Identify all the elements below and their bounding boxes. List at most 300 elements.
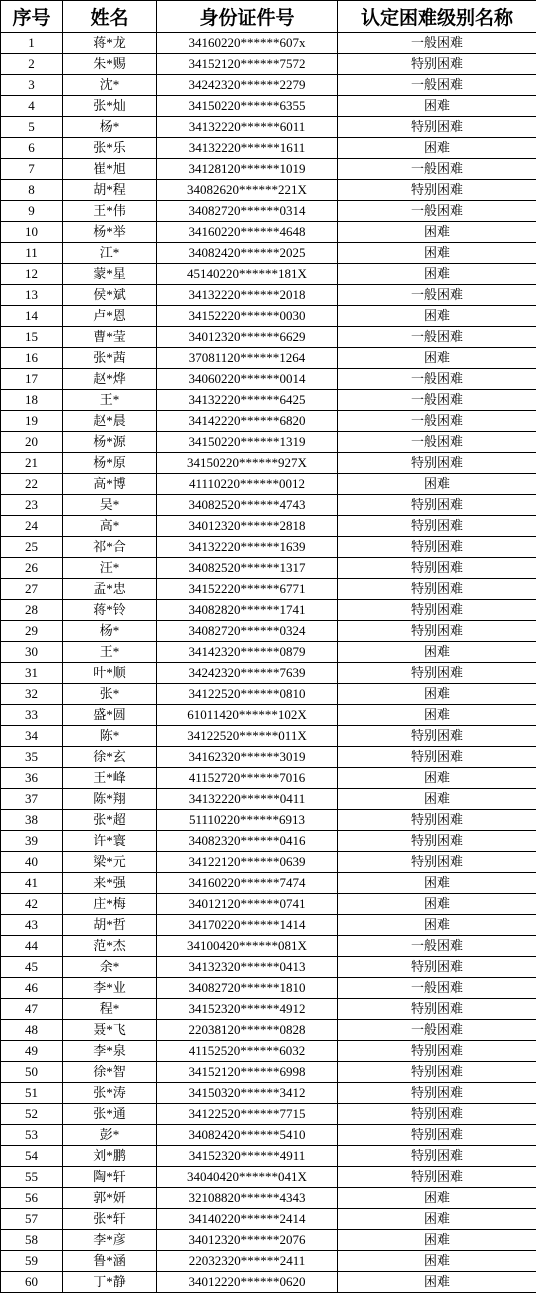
name-cell: 杨*举: [63, 222, 157, 243]
difficulty-level-cell: 特别困难: [338, 453, 536, 474]
serial-number-cell: 46: [1, 978, 63, 999]
serial-number-cell: 29: [1, 621, 63, 642]
name-cell: 张*超: [63, 810, 157, 831]
difficulty-level-cell: 特别困难: [338, 999, 536, 1020]
difficulty-level-cell: 特别困难: [338, 1062, 536, 1083]
serial-number-cell: 2: [1, 54, 63, 75]
id-number-cell: 22038120******0828: [157, 1020, 338, 1041]
name-cell: 盛*圆: [63, 705, 157, 726]
difficulty-level-cell: 困难: [338, 474, 536, 495]
table-row: [1, 1167, 536, 1188]
id-number-cell: 34142320******0879: [157, 642, 338, 663]
difficulty-level-cell: 困难: [338, 138, 536, 159]
table-row: [1, 411, 536, 432]
table-row: [1, 810, 536, 831]
serial-number-cell: 60: [1, 1272, 63, 1293]
table-row: [1, 432, 536, 453]
name-cell: 高*: [63, 516, 157, 537]
id-number-cell: 34082420******2025: [157, 243, 338, 264]
name-cell: 杨*源: [63, 432, 157, 453]
difficulty-level-cell: 困难: [338, 1251, 536, 1272]
serial-number-cell: 27: [1, 579, 63, 600]
table-row: [1, 33, 536, 54]
name-cell: 高*博: [63, 474, 157, 495]
difficulty-level-cell: 一般困难: [338, 201, 536, 222]
difficulty-level-cell: 特别困难: [338, 810, 536, 831]
difficulty-level-cell: 特别困难: [338, 852, 536, 873]
difficulty-level-cell: 特别困难: [338, 831, 536, 852]
id-number-cell: 34160220******4648: [157, 222, 338, 243]
difficulty-level-cell: 特别困难: [338, 957, 536, 978]
serial-number-cell: 6: [1, 138, 63, 159]
difficulty-level-cell: 特别困难: [338, 495, 536, 516]
table-row: [1, 1146, 536, 1167]
id-number-cell: 37081120******1264: [157, 348, 338, 369]
id-number-cell: 34152220******0030: [157, 306, 338, 327]
difficulty-level-cell: 特别困难: [338, 1146, 536, 1167]
id-number-cell: 34128120******1019: [157, 159, 338, 180]
name-cell: 蒋*铃: [63, 600, 157, 621]
serial-number-cell: 49: [1, 1041, 63, 1062]
table-row: [1, 285, 536, 306]
difficulty-level-cell: 困难: [338, 894, 536, 915]
difficulty-level-cell: 困难: [338, 243, 536, 264]
id-number-cell: 34082520******4743: [157, 495, 338, 516]
table-row: [1, 873, 536, 894]
serial-number-cell: 51: [1, 1083, 63, 1104]
serial-number-cell: 47: [1, 999, 63, 1020]
name-cell: 张*通: [63, 1104, 157, 1125]
header-name: 姓名: [63, 1, 157, 33]
table-row: [1, 768, 536, 789]
id-number-cell: 34012120******0741: [157, 894, 338, 915]
id-number-cell: 34160220******7474: [157, 873, 338, 894]
id-number-cell: 34100420******081X: [157, 936, 338, 957]
table-row: [1, 1083, 536, 1104]
table-row: [1, 936, 536, 957]
table-row: [1, 1125, 536, 1146]
serial-number-cell: 39: [1, 831, 63, 852]
difficulty-level-cell: 困难: [338, 1188, 536, 1209]
table-body: [1, 33, 536, 1293]
table-row: [1, 978, 536, 999]
serial-number-cell: 35: [1, 747, 63, 768]
id-number-cell: 34122520******7715: [157, 1104, 338, 1125]
table-row: [1, 894, 536, 915]
table-row: [1, 999, 536, 1020]
table-row: [1, 348, 536, 369]
difficulty-level-cell: 困难: [338, 96, 536, 117]
id-number-cell: 34132320******0413: [157, 957, 338, 978]
id-number-cell: 34132220******1639: [157, 537, 338, 558]
id-number-cell: 51110220******6913: [157, 810, 338, 831]
table-row: [1, 663, 536, 684]
serial-number-cell: 53: [1, 1125, 63, 1146]
difficulty-level-cell: 特别困难: [338, 1167, 536, 1188]
name-cell: 刘*鹏: [63, 1146, 157, 1167]
id-number-cell: 34132220******6011: [157, 117, 338, 138]
table-row: [1, 327, 536, 348]
table-row: [1, 621, 536, 642]
serial-number-cell: 15: [1, 327, 63, 348]
name-cell: 徐*玄: [63, 747, 157, 768]
table-row: [1, 1041, 536, 1062]
name-cell: 吴*: [63, 495, 157, 516]
difficulty-level-cell: 特别困难: [338, 558, 536, 579]
id-number-cell: 34082620******221X: [157, 180, 338, 201]
id-number-cell: 34122520******0810: [157, 684, 338, 705]
table-row: [1, 537, 536, 558]
difficulty-level-cell: 特别困难: [338, 1083, 536, 1104]
difficulty-level-cell: 特别困难: [338, 537, 536, 558]
id-number-cell: 41152520******6032: [157, 1041, 338, 1062]
table-row: [1, 1272, 536, 1293]
id-number-cell: 34142220******6820: [157, 411, 338, 432]
name-cell: 陈*翔: [63, 789, 157, 810]
name-cell: 汪*: [63, 558, 157, 579]
table-row: [1, 96, 536, 117]
serial-number-cell: 22: [1, 474, 63, 495]
id-number-cell: 34082720******1810: [157, 978, 338, 999]
id-number-cell: 34082720******0324: [157, 621, 338, 642]
table-row: [1, 306, 536, 327]
table-row: [1, 726, 536, 747]
table-row: [1, 516, 536, 537]
difficulty-level-cell: 困难: [338, 705, 536, 726]
table-row: [1, 684, 536, 705]
table-row: [1, 957, 536, 978]
difficulty-level-cell: 特别困难: [338, 663, 536, 684]
name-cell: 李*泉: [63, 1041, 157, 1062]
id-number-cell: 34150220******1319: [157, 432, 338, 453]
difficulty-level-cell: 困难: [338, 306, 536, 327]
difficulty-level-cell: 一般困难: [338, 75, 536, 96]
header-id-number: 身份证件号: [157, 1, 338, 33]
difficulty-level-cell: 困难: [338, 222, 536, 243]
id-number-cell: 32108820******4343: [157, 1188, 338, 1209]
serial-number-cell: 25: [1, 537, 63, 558]
name-cell: 江*: [63, 243, 157, 264]
id-number-cell: 34012320******6629: [157, 327, 338, 348]
serial-number-cell: 44: [1, 936, 63, 957]
difficulty-level-cell: 困难: [338, 1209, 536, 1230]
serial-number-cell: 41: [1, 873, 63, 894]
difficulty-level-cell: 困难: [338, 348, 536, 369]
difficulty-level-cell: 一般困难: [338, 285, 536, 306]
difficulty-level-cell: 特别困难: [338, 579, 536, 600]
serial-number-cell: 43: [1, 915, 63, 936]
serial-number-cell: 32: [1, 684, 63, 705]
serial-number-cell: 54: [1, 1146, 63, 1167]
name-cell: 范*杰: [63, 936, 157, 957]
table-row: [1, 1020, 536, 1041]
serial-number-cell: 1: [1, 33, 63, 54]
table-row: [1, 831, 536, 852]
name-cell: 赵*晨: [63, 411, 157, 432]
serial-number-cell: 48: [1, 1020, 63, 1041]
serial-number-cell: 17: [1, 369, 63, 390]
name-cell: 曹*莹: [63, 327, 157, 348]
table-row: [1, 453, 536, 474]
serial-number-cell: 14: [1, 306, 63, 327]
table-row: [1, 201, 536, 222]
difficulty-level-cell: 一般困难: [338, 1020, 536, 1041]
id-number-cell: 34162320******3019: [157, 747, 338, 768]
difficulty-level-cell: 特别困难: [338, 54, 536, 75]
id-number-cell: 22032320******2411: [157, 1251, 338, 1272]
difficulty-level-cell: 一般困难: [338, 33, 536, 54]
name-cell: 张*灿: [63, 96, 157, 117]
id-number-cell: 34012320******2818: [157, 516, 338, 537]
difficulty-level-cell: 特别困难: [338, 180, 536, 201]
table-row: [1, 117, 536, 138]
table-row: [1, 369, 536, 390]
id-number-cell: 34040420******041X: [157, 1167, 338, 1188]
serial-number-cell: 20: [1, 432, 63, 453]
serial-number-cell: 42: [1, 894, 63, 915]
name-cell: 胡*哲: [63, 915, 157, 936]
table-row: [1, 243, 536, 264]
table-row: [1, 222, 536, 243]
name-cell: 庄*梅: [63, 894, 157, 915]
difficulty-level-cell: 特别困难: [338, 600, 536, 621]
name-cell: 卢*恩: [63, 306, 157, 327]
table-row: [1, 1062, 536, 1083]
name-cell: 沈*: [63, 75, 157, 96]
difficulty-level-cell: 一般困难: [338, 159, 536, 180]
serial-number-cell: 9: [1, 201, 63, 222]
serial-number-cell: 18: [1, 390, 63, 411]
difficulty-level-cell: 困难: [338, 768, 536, 789]
id-number-cell: 41152720******7016: [157, 768, 338, 789]
name-cell: 程*: [63, 999, 157, 1020]
name-cell: 鲁*涵: [63, 1251, 157, 1272]
header-serial-number: 序号: [1, 1, 63, 33]
serial-number-cell: 58: [1, 1230, 63, 1251]
id-number-cell: 34082520******1317: [157, 558, 338, 579]
id-number-cell: 41110220******0012: [157, 474, 338, 495]
name-cell: 李*业: [63, 978, 157, 999]
difficulty-level-cell: 一般困难: [338, 432, 536, 453]
difficulty-level-cell: 困难: [338, 1272, 536, 1293]
difficulty-level-cell: 一般困难: [338, 936, 536, 957]
serial-number-cell: 7: [1, 159, 63, 180]
id-number-cell: 34150220******927X: [157, 453, 338, 474]
name-cell: 叶*顺: [63, 663, 157, 684]
serial-number-cell: 21: [1, 453, 63, 474]
serial-number-cell: 12: [1, 264, 63, 285]
table-row: [1, 852, 536, 873]
id-number-cell: 34012320******2076: [157, 1230, 338, 1251]
name-cell: 胡*程: [63, 180, 157, 201]
id-number-cell: 34132220******6425: [157, 390, 338, 411]
difficulty-level-cell: 特别困难: [338, 1041, 536, 1062]
table-row: [1, 390, 536, 411]
id-number-cell: 34132220******2018: [157, 285, 338, 306]
serial-number-cell: 37: [1, 789, 63, 810]
id-number-cell: 45140220******181X: [157, 264, 338, 285]
table-row: [1, 579, 536, 600]
serial-number-cell: 5: [1, 117, 63, 138]
table-row: [1, 180, 536, 201]
name-cell: 蒋*龙: [63, 33, 157, 54]
difficulty-level-cell: 一般困难: [338, 390, 536, 411]
difficulty-level-cell: 一般困难: [338, 411, 536, 432]
name-cell: 孟*忠: [63, 579, 157, 600]
table-row: [1, 1209, 536, 1230]
serial-number-cell: 3: [1, 75, 63, 96]
serial-number-cell: 45: [1, 957, 63, 978]
id-number-cell: 34242320******2279: [157, 75, 338, 96]
table-row: [1, 1188, 536, 1209]
table-row: [1, 1251, 536, 1272]
name-cell: 杨*原: [63, 453, 157, 474]
name-cell: 聂*飞: [63, 1020, 157, 1041]
id-number-cell: 34132220******1611: [157, 138, 338, 159]
serial-number-cell: 52: [1, 1104, 63, 1125]
id-number-cell: 34122520******011X: [157, 726, 338, 747]
name-cell: 彭*: [63, 1125, 157, 1146]
serial-number-cell: 16: [1, 348, 63, 369]
name-cell: 张*乐: [63, 138, 157, 159]
serial-number-cell: 28: [1, 600, 63, 621]
serial-number-cell: 31: [1, 663, 63, 684]
name-cell: 徐*智: [63, 1062, 157, 1083]
table-row: [1, 705, 536, 726]
name-cell: 王*伟: [63, 201, 157, 222]
name-cell: 丁*静: [63, 1272, 157, 1293]
name-cell: 王*峰: [63, 768, 157, 789]
name-cell: 侯*斌: [63, 285, 157, 306]
serial-number-cell: 19: [1, 411, 63, 432]
header-row: [1, 1, 536, 33]
table-row: [1, 747, 536, 768]
name-cell: 梁*元: [63, 852, 157, 873]
serial-number-cell: 40: [1, 852, 63, 873]
id-number-cell: 34082420******5410: [157, 1125, 338, 1146]
name-cell: 张*茜: [63, 348, 157, 369]
id-number-cell: 34242320******7639: [157, 663, 338, 684]
serial-number-cell: 55: [1, 1167, 63, 1188]
name-cell: 余*: [63, 957, 157, 978]
table-row: [1, 558, 536, 579]
difficulty-level-cell: 一般困难: [338, 978, 536, 999]
id-number-cell: 34152220******6771: [157, 579, 338, 600]
serial-number-cell: 57: [1, 1209, 63, 1230]
serial-number-cell: 4: [1, 96, 63, 117]
id-number-cell: 34012220******0620: [157, 1272, 338, 1293]
id-number-cell: 34152120******6998: [157, 1062, 338, 1083]
name-cell: 李*彦: [63, 1230, 157, 1251]
id-number-cell: 61011420******102X: [157, 705, 338, 726]
serial-number-cell: 23: [1, 495, 63, 516]
serial-number-cell: 50: [1, 1062, 63, 1083]
difficulty-level-cell: 特别困难: [338, 747, 536, 768]
name-cell: 张*涛: [63, 1083, 157, 1104]
difficulty-level-cell: 特别困难: [338, 117, 536, 138]
id-number-cell: 34150320******3412: [157, 1083, 338, 1104]
name-cell: 许*寰: [63, 831, 157, 852]
name-cell: 杨*: [63, 621, 157, 642]
name-cell: 杨*: [63, 117, 157, 138]
table-row: [1, 642, 536, 663]
serial-number-cell: 11: [1, 243, 63, 264]
id-number-cell: 34060220******0014: [157, 369, 338, 390]
difficulty-level-cell: 困难: [338, 642, 536, 663]
difficulty-level-cell: 特别困难: [338, 1104, 536, 1125]
difficulty-level-cell: 一般困难: [338, 369, 536, 390]
difficulty-level-cell: 特别困难: [338, 1125, 536, 1146]
serial-number-cell: 10: [1, 222, 63, 243]
serial-number-cell: 26: [1, 558, 63, 579]
id-number-cell: 34132220******0411: [157, 789, 338, 810]
difficulty-level-cell: 困难: [338, 684, 536, 705]
table-row: [1, 1230, 536, 1251]
table-row: [1, 474, 536, 495]
difficulty-level-cell: 困难: [338, 915, 536, 936]
id-number-cell: 34082320******0416: [157, 831, 338, 852]
name-cell: 祁*合: [63, 537, 157, 558]
name-cell: 来*强: [63, 873, 157, 894]
serial-number-cell: 34: [1, 726, 63, 747]
table-row: [1, 138, 536, 159]
name-cell: 朱*赐: [63, 54, 157, 75]
id-number-cell: 34082720******0314: [157, 201, 338, 222]
table-row: [1, 789, 536, 810]
name-cell: 张*: [63, 684, 157, 705]
name-cell: 赵*烨: [63, 369, 157, 390]
name-cell: 王*: [63, 642, 157, 663]
id-number-cell: 34150220******6355: [157, 96, 338, 117]
id-number-cell: 34170220******1414: [157, 915, 338, 936]
difficulty-level-cell: 特别困难: [338, 621, 536, 642]
name-cell: 蒙*星: [63, 264, 157, 285]
serial-number-cell: 38: [1, 810, 63, 831]
serial-number-cell: 56: [1, 1188, 63, 1209]
difficulty-level-cell: 困难: [338, 1230, 536, 1251]
id-number-cell: 34082820******1741: [157, 600, 338, 621]
id-number-cell: 34122120******0639: [157, 852, 338, 873]
difficulty-level-cell: 困难: [338, 264, 536, 285]
serial-number-cell: 13: [1, 285, 63, 306]
difficulty-level-cell: 特别困难: [338, 516, 536, 537]
serial-number-cell: 30: [1, 642, 63, 663]
name-cell: 陈*: [63, 726, 157, 747]
difficulty-level-cell: 困难: [338, 873, 536, 894]
id-number-cell: 34152320******4911: [157, 1146, 338, 1167]
id-number-cell: 34152320******4912: [157, 999, 338, 1020]
table-row: [1, 264, 536, 285]
table-row: [1, 159, 536, 180]
id-number-cell: 34152120******7572: [157, 54, 338, 75]
difficulty-level-cell: 一般困难: [338, 327, 536, 348]
name-cell: 陶*轩: [63, 1167, 157, 1188]
id-number-cell: 34140220******2414: [157, 1209, 338, 1230]
table-row: [1, 915, 536, 936]
serial-number-cell: 59: [1, 1251, 63, 1272]
serial-number-cell: 8: [1, 180, 63, 201]
table-row: [1, 75, 536, 96]
table-row: [1, 54, 536, 75]
table-row: [1, 495, 536, 516]
serial-number-cell: 36: [1, 768, 63, 789]
difficulty-level-cell: 特别困难: [338, 726, 536, 747]
table-row: [1, 1104, 536, 1125]
table-row: [1, 600, 536, 621]
id-number-cell: 34160220******607x: [157, 33, 338, 54]
name-cell: 郭*妍: [63, 1188, 157, 1209]
header-difficulty-level: 认定困难级别名称: [338, 1, 536, 33]
